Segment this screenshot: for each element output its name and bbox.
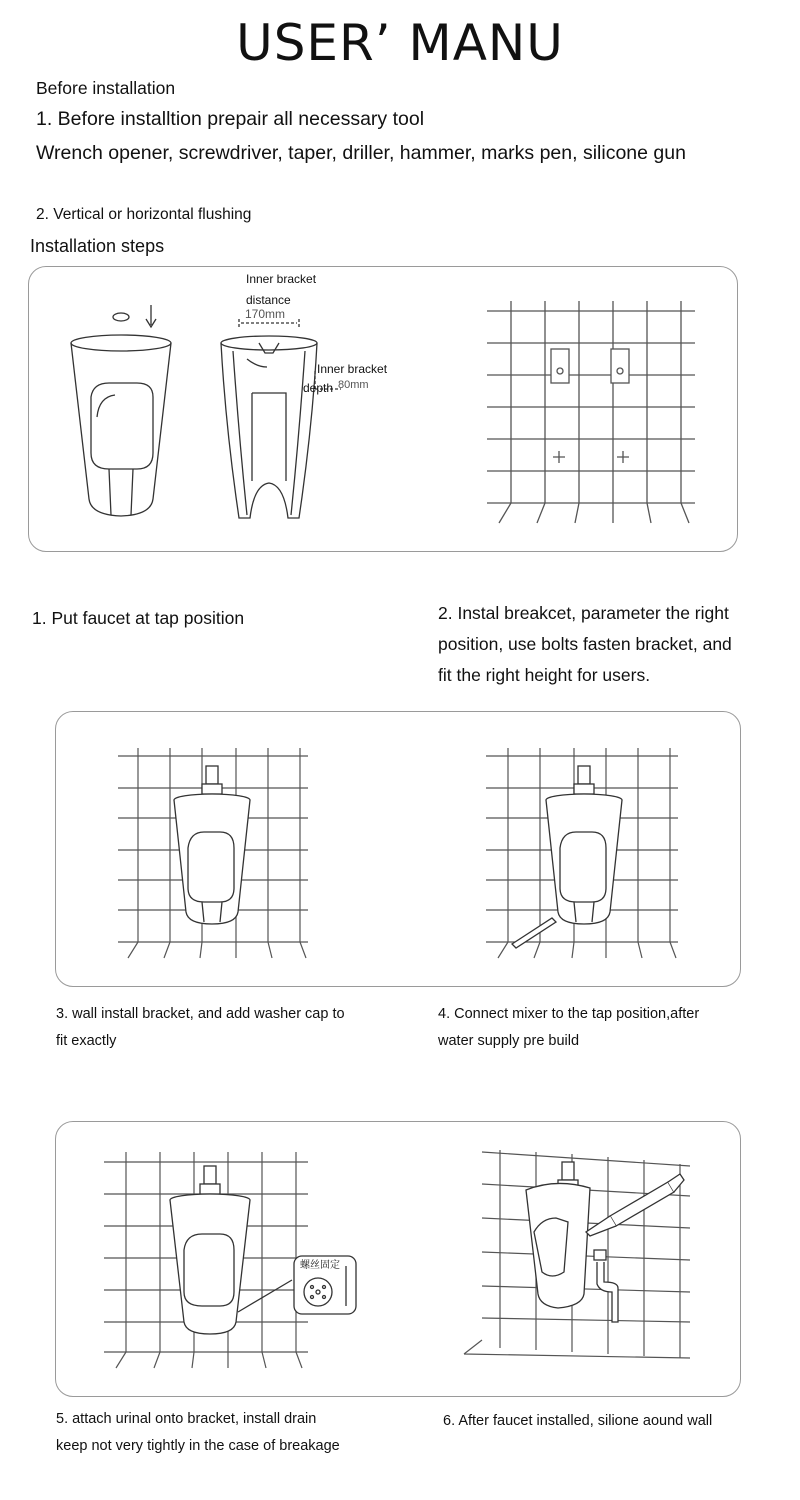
step-4-line-1: 4. Connect mixer to the tap position,after bbox=[438, 1006, 700, 1022]
diagram-panel-steps-3-4 bbox=[55, 711, 741, 987]
page-title: USER’ MANU bbox=[236, 14, 564, 72]
distance-value: 170mm bbox=[245, 307, 286, 321]
flushing-note: 2. Vertical or horizontal flushing bbox=[36, 206, 252, 223]
tools-heading: 1. Before installtion prepair all necessary tool bbox=[36, 108, 425, 130]
step-2-line-3: fit the right height for users. bbox=[438, 665, 651, 685]
depth-value: 80mm bbox=[338, 379, 369, 391]
wall-grid-brackets bbox=[487, 301, 695, 523]
step-3-line-2: fit exactly bbox=[56, 1033, 117, 1049]
step-5-line-1: 5. attach urinal onto bracket, install drain bbox=[56, 1411, 317, 1427]
wrench-tool bbox=[512, 918, 556, 948]
step-1-text: 1. Put faucet at tap position bbox=[32, 608, 245, 628]
step-2-line-2: position, use bolts fasten bracket, and bbox=[438, 634, 732, 654]
tools-list: Wrench opener, screwdriver, taper, driller, hammer, marks pen, silicone gun bbox=[36, 142, 686, 164]
urinal-with-silicone-right bbox=[526, 1162, 684, 1322]
steps-3-4-diagram bbox=[56, 712, 740, 986]
step-3-line-1: 3. wall install bracket, and add washer cap to bbox=[56, 1006, 345, 1022]
distance-label: distance bbox=[246, 293, 291, 307]
steps-5-6-diagram bbox=[56, 1122, 740, 1396]
depth-label: depth bbox=[303, 381, 334, 395]
diagram-panel-overview bbox=[28, 266, 738, 552]
step-5-line-2: keep not very tightly in the case of breakage bbox=[56, 1438, 340, 1454]
step-2-line-1: 2. Instal breakcet, parameter the right bbox=[438, 603, 729, 623]
step-6-text: 6. After faucet installed, silione aound wall bbox=[443, 1413, 713, 1429]
urinal-with-drain-left bbox=[170, 1166, 356, 1334]
diagram-panel-steps-5-6 bbox=[55, 1121, 741, 1397]
urinal-section-illustration bbox=[221, 319, 341, 518]
urinal-front-illustration bbox=[71, 305, 171, 516]
package-label: 螺丝固定 bbox=[300, 1260, 340, 1271]
installation-steps-heading: Installation steps bbox=[30, 236, 165, 256]
inner-bracket-label: Inner bracket bbox=[246, 272, 317, 286]
urinal-with-faucet-left bbox=[174, 766, 250, 924]
overview-diagram bbox=[29, 267, 737, 551]
before-installation-heading: Before installation bbox=[36, 78, 176, 98]
depth-bracket-label: Inner bracket bbox=[317, 362, 388, 376]
step-4-line-2: water supply pre build bbox=[438, 1033, 580, 1049]
